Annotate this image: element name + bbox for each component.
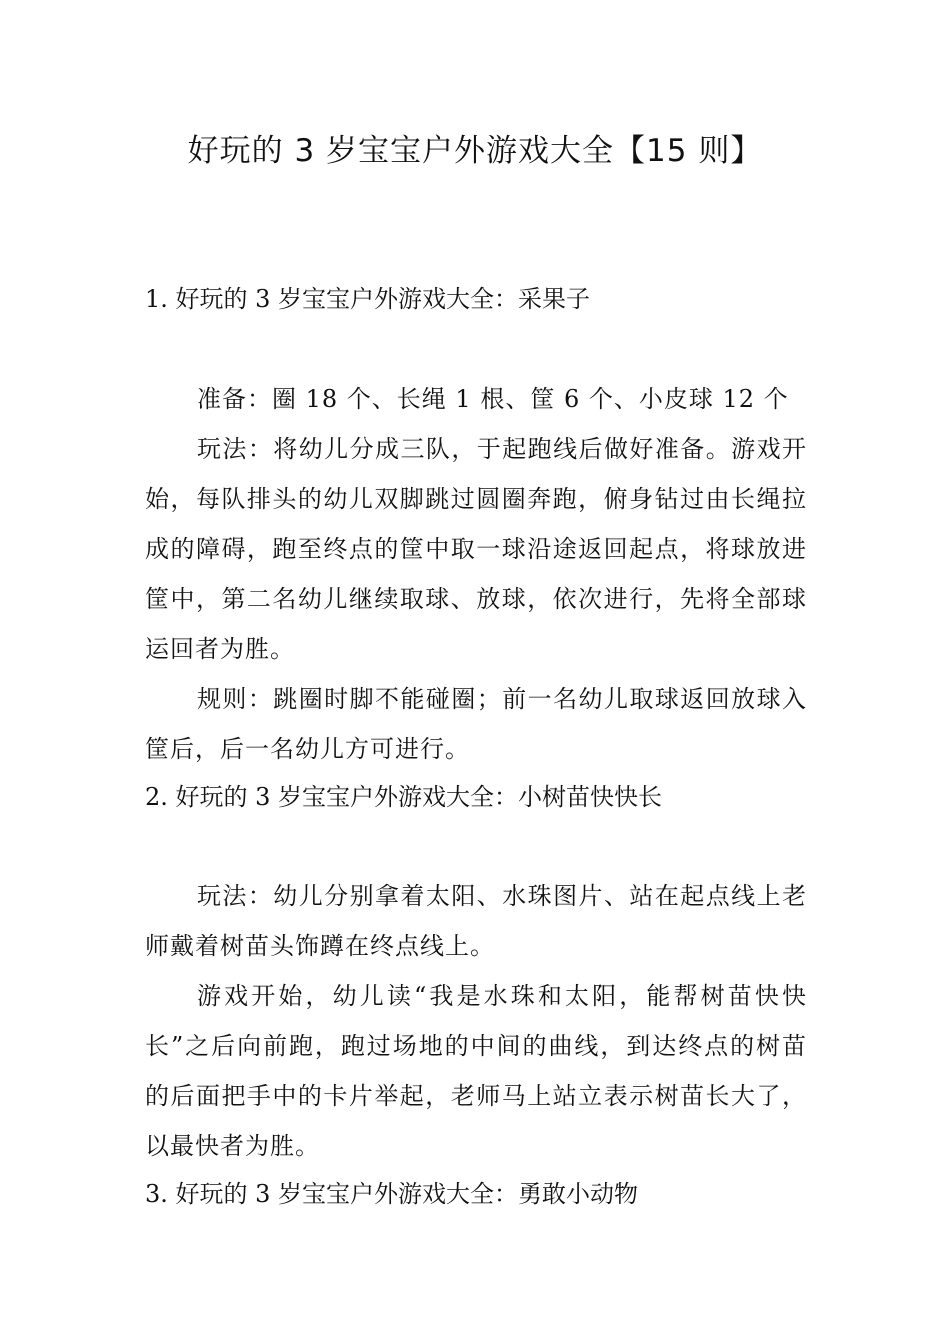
section-heading-2: 2. 好玩的 3 岁宝宝户外游戏大全：小树苗快快长 bbox=[145, 783, 663, 811]
section-1-paragraph-preparation: 准备：圈 18 个、长绳 1 根、筐 6 个、小皮球 12 个 bbox=[197, 385, 789, 413]
section-1-paragraph-gameplay: 玩法：将幼儿分成三队，于起跑线后做好准备。游戏开始，每队排头的幼儿双脚跳过圆圈奔跑，俯身钻过由长绳拉成的障碍，跑至终点的筐中取一球沿途返回起点，将球放进筐中，第二名幼儿继续取球、放球，依次进行，先将全部球运回者为胜。 bbox=[145, 435, 807, 663]
document-title: 好玩的 3 岁宝宝户外游戏大全【15 则】 bbox=[187, 133, 763, 169]
section-2-paragraph-process: 游戏开始，幼儿读“我是水珠和太阳，能帮树苗快快长”之后向前跑，跑过场地的中间的曲线，到达终点的树苗的后面把手中的卡片举起，老师马上站立表示树苗长大了，以最快者为胜。 bbox=[145, 982, 807, 1160]
section-heading-3: 3. 好玩的 3 岁宝宝户外游戏大全：勇敢小动物 bbox=[145, 1180, 639, 1208]
section-2-paragraph-gameplay: 玩法：幼儿分别拿着太阳、水珠图片、站在起点线上老师戴着树苗头饰蹲在终点线上。 bbox=[145, 882, 807, 960]
section-heading-1: 1. 好玩的 3 岁宝宝户外游戏大全：采果子 bbox=[145, 285, 591, 313]
section-1-paragraph-rules: 规则：跳圈时脚不能碰圈；前一名幼儿取球返回放球入筐后，后一名幼儿方可进行。 bbox=[145, 685, 807, 763]
